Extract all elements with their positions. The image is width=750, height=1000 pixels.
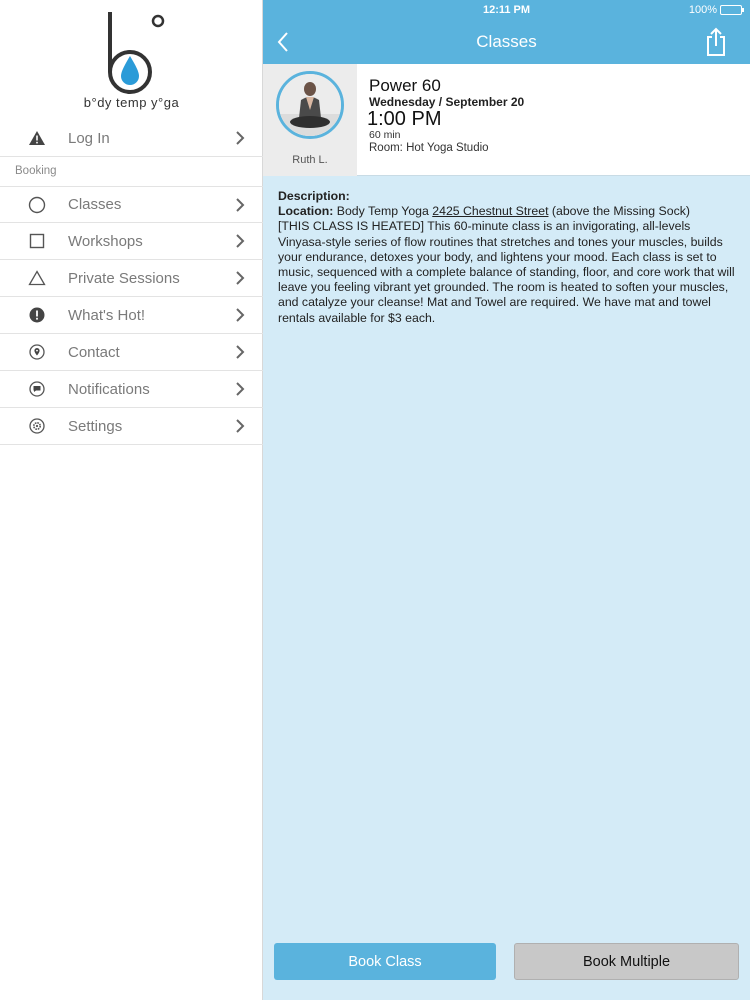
class-date: Wednesday / September 20 xyxy=(369,95,525,109)
location-prefix: Body Temp Yoga xyxy=(333,204,433,219)
class-description xyxy=(278,189,736,326)
page-title: Classes xyxy=(476,32,537,51)
status-time: 12:11 PM xyxy=(482,4,531,16)
sidebar-item-label: Contact xyxy=(68,343,120,361)
chevron-right-icon xyxy=(235,197,245,213)
sidebar-item-workshops[interactable] xyxy=(0,223,263,260)
chevron-right-icon xyxy=(235,418,245,434)
chevron-right-icon xyxy=(235,381,245,397)
description-body: [THIS CLASS IS HEATED] This 60-minute class is an invigorating, all-levels Vinyasa-style series of flow routines that stretches and tones your muscles, builds your endurance, detoxes your body, and lightens your mood. Each class is set to music, sequenced with a complete balance of standing, floor, and core work that will leave you feeling vibrant yet grounded. The room is heated to soften your muscles, and catalyze your cleanse! Mat and Towel are required. We have mat and towel rentals available for $3 each. xyxy=(278,219,735,325)
location-label: Location: xyxy=(278,204,334,219)
book-class-button[interactable]: Book Class xyxy=(274,943,496,980)
class-card xyxy=(263,64,750,176)
sidebar-item-label: What's Hot! xyxy=(68,306,146,324)
status-battery xyxy=(689,4,742,16)
location-pin-icon xyxy=(27,342,47,362)
sidebar-item-classes[interactable] xyxy=(0,186,263,223)
logo-text: b°dy temp y°ga xyxy=(83,95,180,110)
section-label-booking: Booking xyxy=(15,165,57,177)
book-multiple-button[interactable]: Book Multiple xyxy=(514,943,739,980)
class-title: Power 60 xyxy=(369,76,441,95)
circle-icon xyxy=(27,195,47,215)
class-room: Room: Hot Yoga Studio xyxy=(369,142,489,154)
class-duration: 60 min xyxy=(369,129,401,141)
instructor-name: Ruth L. xyxy=(292,154,328,166)
gear-icon xyxy=(27,416,47,436)
sidebar-item-contact[interactable] xyxy=(0,334,263,371)
exclamation-icon xyxy=(27,305,47,325)
sidebar-item-log-in[interactable] xyxy=(0,120,263,157)
instructor-panel xyxy=(263,64,357,176)
logo-mark-icon xyxy=(100,10,172,96)
nav-bar xyxy=(263,0,750,64)
chevron-right-icon xyxy=(235,307,245,323)
class-time: 1:00 PM xyxy=(367,108,442,130)
address-link[interactable]: 2425 Chestnut Street xyxy=(432,204,549,219)
divider xyxy=(0,156,263,157)
triangle-icon xyxy=(27,268,47,288)
location-suffix: (above the Missing Sock) xyxy=(548,204,690,219)
chat-bubble-icon xyxy=(27,379,47,399)
battery-percent: 100% xyxy=(688,4,717,16)
warning-icon xyxy=(27,128,47,148)
sidebar-item-notifications[interactable] xyxy=(0,371,263,408)
main-panel xyxy=(263,0,750,1000)
sidebar-item-whats-hot[interactable] xyxy=(0,297,263,334)
chevron-right-icon xyxy=(235,344,245,360)
chevron-right-icon xyxy=(235,130,245,146)
sidebar-item-label: Workshops xyxy=(68,232,143,250)
instructor-photo xyxy=(279,74,341,136)
brand-logo xyxy=(0,0,263,120)
sidebar xyxy=(0,0,263,1000)
sidebar-item-label: Private Sessions xyxy=(68,269,180,287)
sidebar-item-label: Notifications xyxy=(68,380,150,398)
sidebar-item-label: Settings xyxy=(68,417,123,435)
square-icon xyxy=(27,231,47,251)
description-heading: Description: xyxy=(278,189,350,203)
battery-icon xyxy=(720,5,742,15)
sidebar-item-label: Classes xyxy=(68,196,122,213)
chevron-right-icon xyxy=(235,270,245,286)
sidebar-item-label: Log In xyxy=(68,129,110,147)
instructor-avatar xyxy=(276,71,344,139)
chevron-right-icon xyxy=(235,233,245,249)
sidebar-item-settings[interactable] xyxy=(0,408,263,445)
share-button[interactable] xyxy=(704,27,728,57)
sidebar-item-private-sessions[interactable] xyxy=(0,260,263,297)
